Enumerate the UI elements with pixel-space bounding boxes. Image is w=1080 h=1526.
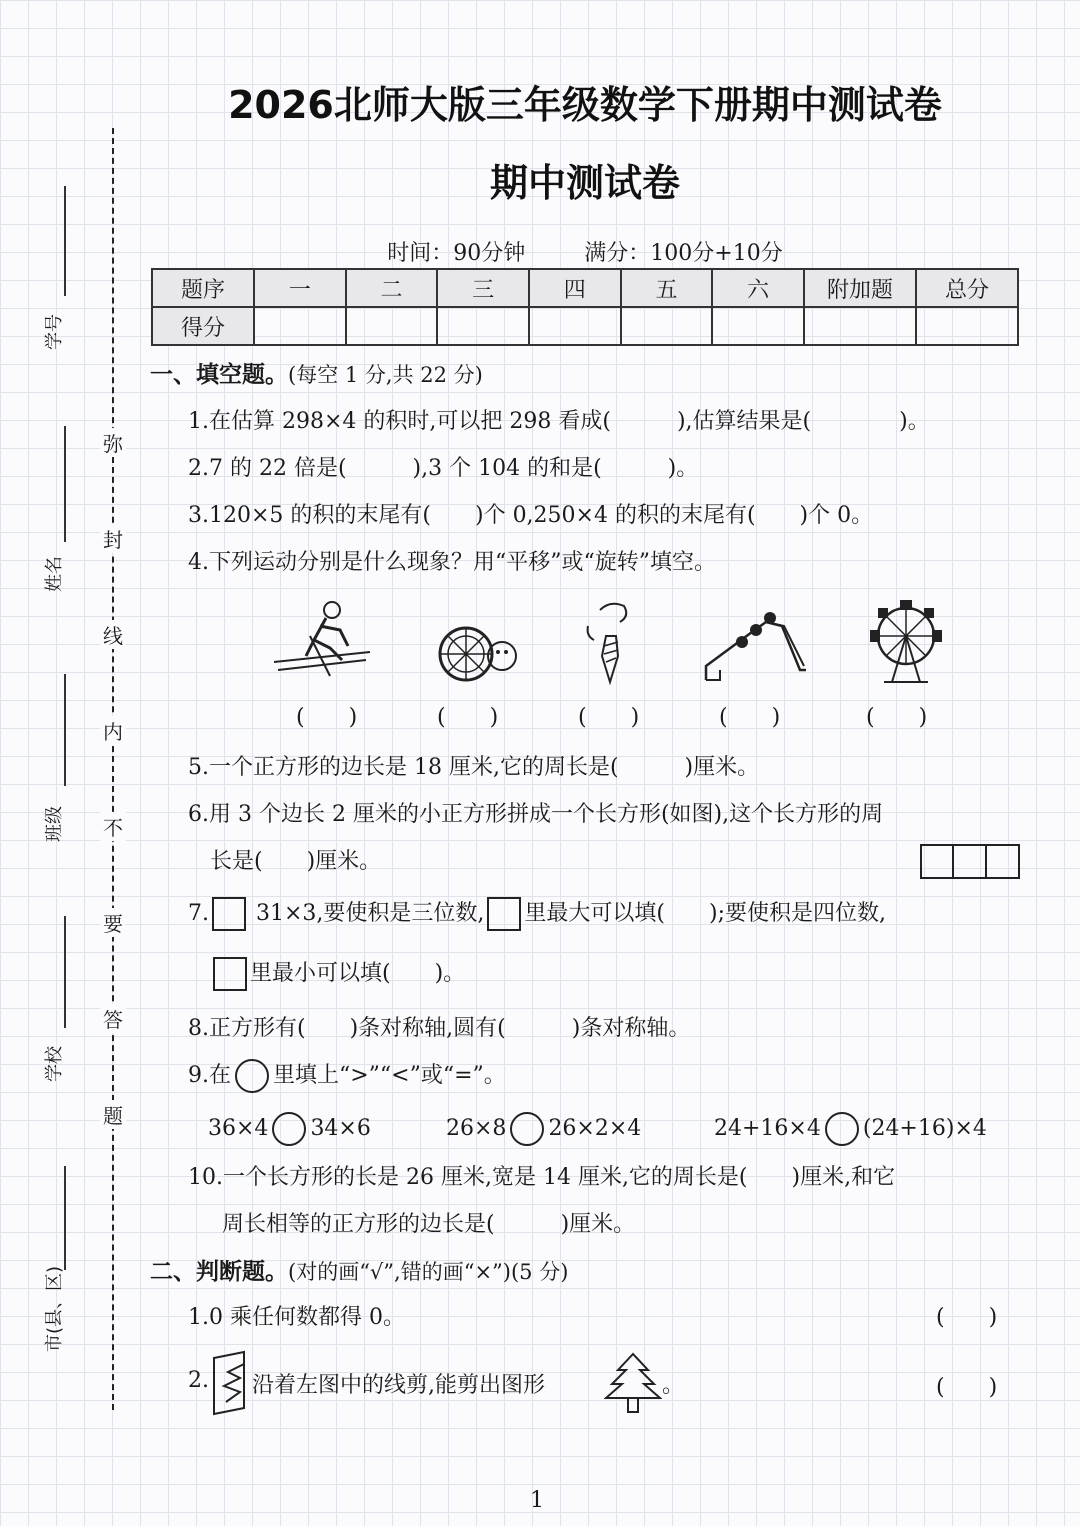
city-label: 市(县、区) [44, 1265, 65, 1352]
compare-circle-icon [235, 1059, 269, 1093]
exam-title: 2026北师大版三年级数学下册期中测试卷 [228, 83, 942, 127]
seal-dashed-line [112, 128, 114, 1410]
seal-char: 封 [100, 524, 126, 553]
score-table-score-row [152, 307, 1018, 345]
score-cell[interactable] [254, 307, 346, 345]
name-line[interactable] [64, 426, 66, 542]
judge-question-2-end: 。 [662, 1373, 685, 1398]
screw-illustration [580, 596, 640, 688]
compare-left: 36×4 [208, 1116, 269, 1141]
score-header-cell: 附加题 [804, 269, 916, 307]
folded-paper-figure [210, 1350, 252, 1416]
tree-figure [604, 1352, 662, 1414]
slide-illustration [700, 596, 810, 686]
seal-char: 不 [100, 812, 126, 841]
question-6: 6.用 3 个边长 2 厘米的小正方形拼成一个长方形(如图),这个长方形的周 [188, 802, 884, 827]
compare-circle[interactable] [272, 1112, 306, 1146]
compare-item [446, 1112, 641, 1146]
section1-note: (每空 1 分,共 22 分) [288, 363, 483, 387]
score-header-cell: 一 [254, 269, 346, 307]
compare-left: 24+16×4 [714, 1116, 821, 1141]
hamster-wheel-illustration [434, 596, 524, 682]
full-score-label: 满分：100分+10分 [584, 241, 783, 266]
question-1: 1.在估算 298×4 的积时,可以把 298 看成( ),估算结果是( )。 [188, 409, 930, 434]
seal-char: 要 [100, 908, 126, 937]
judge-question-2 [188, 1368, 209, 1393]
question-5: 5.一个正方形的边长是 18 厘米,它的周长是( )厘米。 [188, 755, 760, 780]
question-9-part-b: 里填上“>”“<”或“=”。 [273, 1063, 506, 1088]
score-cell[interactable] [437, 307, 529, 345]
question-7-part-a: 31×3,要使积是三位数, [256, 901, 485, 926]
seal-char: 弥 [100, 428, 126, 457]
question-4: 4.下列运动分别是什么现象？用“平移”或“旋转”填空。 [188, 550, 716, 575]
question-7-part-c: 里最小可以填( )。 [250, 961, 466, 986]
compare-item [208, 1112, 371, 1146]
student-id-label: 学号 [44, 314, 65, 350]
seal-char: 题 [100, 1100, 126, 1129]
page-number: 1 [530, 1488, 544, 1513]
question-6-cont: 长是( )厘米。 [210, 849, 382, 874]
score-table [151, 268, 1019, 346]
answer-blank[interactable]: ( ) [578, 705, 640, 730]
score-row-header: 得分 [152, 307, 254, 345]
school-label: 学校 [44, 1046, 65, 1082]
compare-item [714, 1112, 987, 1146]
judge-blank[interactable]: ( ) [936, 1375, 998, 1400]
three-squares-figure [920, 844, 1020, 880]
judge-blank[interactable]: ( ) [936, 1305, 998, 1330]
seal-char: 内 [100, 716, 126, 745]
score-header-cell: 总分 [916, 269, 1018, 307]
score-table-header-row [152, 269, 1018, 307]
question-10-cont: 周长相等的正方形的边长是( )厘米。 [222, 1212, 636, 1237]
score-cell[interactable] [712, 307, 804, 345]
compare-right: 34×6 [310, 1116, 371, 1141]
question-9 [188, 1058, 506, 1093]
ferris-wheel-illustration [868, 596, 944, 686]
judge-question-1: 1.0 乘任何数都得 0。 [188, 1305, 405, 1330]
answer-blank[interactable]: ( ) [296, 705, 358, 730]
question-10: 10.一个长方形的长是 26 厘米,宽是 14 厘米,它的周长是( )厘米,和它 [188, 1165, 896, 1190]
digit-box[interactable] [213, 957, 247, 991]
answer-blank[interactable]: ( ) [437, 705, 499, 730]
digit-box[interactable] [487, 897, 521, 931]
score-header-cell: 三 [437, 269, 529, 307]
name-label: 姓名 [44, 556, 65, 592]
seal-char: 线 [100, 620, 126, 649]
class-label: 班级 [44, 806, 65, 842]
judge-question-2-text: 沿着左图中的线剪,能剪出图形 [252, 1373, 545, 1398]
question-7-part-b: 里最大可以填( );要使积是四位数, [524, 901, 886, 926]
score-cell[interactable] [346, 307, 438, 345]
score-cell[interactable] [916, 307, 1018, 345]
exam-subtitle: 期中测试卷 [489, 161, 680, 205]
question-7 [188, 896, 886, 931]
question-7-cont [210, 956, 465, 991]
score-header-cell: 六 [712, 269, 804, 307]
score-header-cell: 五 [621, 269, 713, 307]
compare-right: 26×2×4 [548, 1116, 642, 1141]
score-cell[interactable] [804, 307, 916, 345]
section2-heading [150, 1253, 568, 1286]
compare-circle[interactable] [510, 1112, 544, 1146]
score-cell[interactable] [529, 307, 621, 345]
digit-box[interactable] [212, 897, 246, 931]
city-line[interactable] [64, 1166, 66, 1270]
answer-blank[interactable]: ( ) [866, 705, 928, 730]
section2-title: 二、判断题。 [150, 1259, 288, 1285]
question-7-number: 7. [188, 901, 209, 926]
student-id-line[interactable] [64, 186, 66, 296]
question-8: 8.正方形有( )条对称轴,圆有( )条对称轴。 [188, 1016, 691, 1041]
score-header-cell: 四 [529, 269, 621, 307]
question-9-part-a: 9.在 [188, 1063, 231, 1088]
section2-note: (对的画“√”,错的画“×”)(5 分) [288, 1260, 569, 1284]
school-line[interactable] [64, 916, 66, 1028]
skier-illustration [270, 596, 376, 682]
score-cell[interactable] [621, 307, 713, 345]
score-header-cell: 二 [346, 269, 438, 307]
question-3: 3.120×5 的积的末尾有( )个 0,250×4 的积的末尾有( )个 0。 [188, 503, 874, 528]
compare-circle[interactable] [825, 1112, 859, 1146]
answer-blank[interactable]: ( ) [719, 705, 781, 730]
question-2: 2.7 的 22 倍是( ),3 个 104 的和是( )。 [188, 456, 699, 481]
section1-title: 一、填空题。 [150, 362, 288, 388]
compare-left: 26×8 [446, 1116, 507, 1141]
time-label: 时间：90分钟 [387, 241, 526, 266]
exam-meta [150, 236, 1020, 267]
class-line[interactable] [64, 674, 66, 786]
seal-char: 答 [100, 1004, 126, 1033]
compare-right: (24+16)×4 [862, 1116, 987, 1141]
judge-question-2-number: 2. [188, 1368, 209, 1393]
score-header-cell: 题序 [152, 269, 254, 307]
section1-heading [150, 356, 483, 389]
